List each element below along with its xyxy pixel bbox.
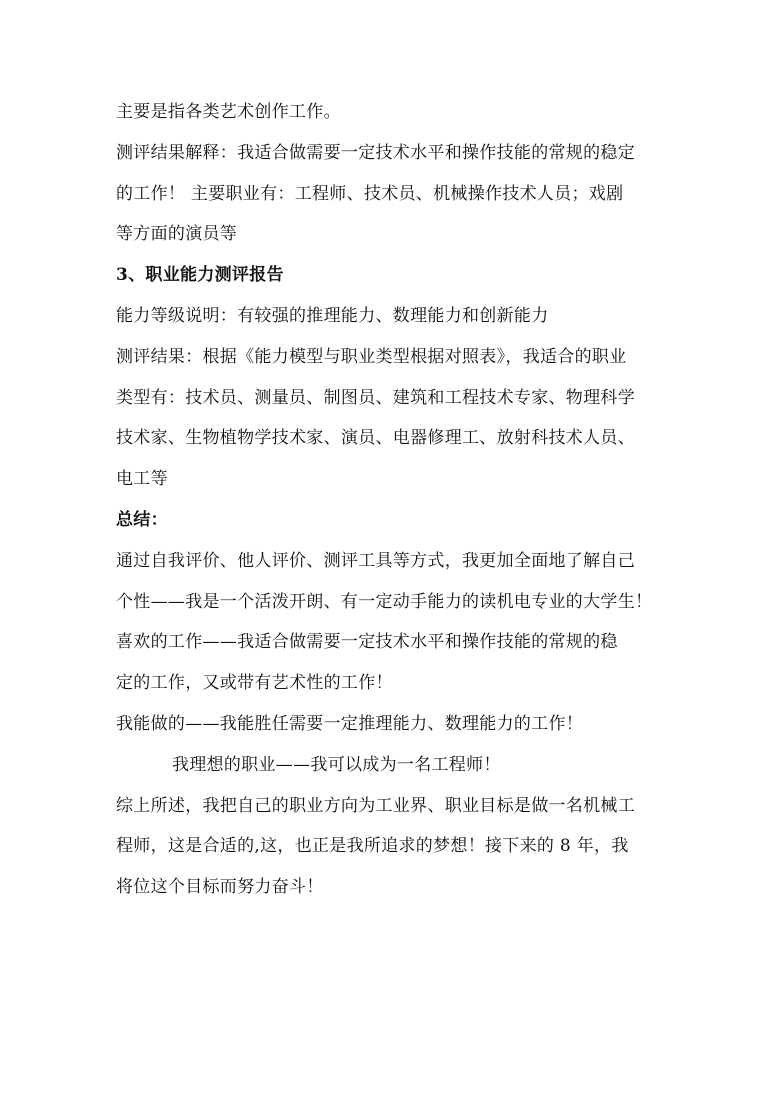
- text-line: 程师，这是合适的,这，也正是我所追求的梦想！接下来的 8 年，我: [116, 836, 629, 857]
- text-line: 电工等: [116, 469, 168, 490]
- text-line: 测评结果：根据《能力模型与职业类型根据对照表》，我适合的职业: [116, 346, 627, 367]
- text-line: 综上所述，我把自己的职业方向为工业界、职业目标是做一名机械工: [116, 795, 635, 816]
- text-line: 等方面的演员等: [116, 224, 238, 245]
- text-line: 个性——我是一个活泼开朗、有一定动手能力的读机电专业的大学生！: [116, 591, 653, 612]
- text-line: 能力等级说明：有较强的推理能力、数理能力和创新能力: [116, 305, 549, 326]
- text-line: 定的工作，又或带有艺术性的工作！: [116, 673, 393, 694]
- text-line: 类型有：技术员、测量员、制图员、建筑和工程技术专家、物理科学: [116, 387, 635, 408]
- text-line: 通过自我评价、他人评价、测评工具等方式，我更加全面地了解自己: [116, 550, 635, 571]
- text-line: 技术家、生物植物学技术家、演员、电器修理工、放射科技术人员、: [116, 428, 635, 449]
- document-page: [116, 92, 666, 908]
- text-line: 主要是指各类艺术创作工作。: [116, 102, 341, 122]
- text-line: 的工作！ 主要职业有：工程师、技术员、机械操作技术人员；戏剧: [116, 183, 624, 204]
- text-line: 测评结果解释：我适合做需要一定技术水平和操作技能的常规的稳定: [116, 142, 635, 163]
- summary-heading: 总结：: [116, 509, 168, 530]
- text-line-indented: 我理想的职业——我可以成为一名工程师！: [172, 754, 501, 775]
- text-line: 我能做的——我能胜任需要一定推理能力、数理能力的工作！: [116, 713, 584, 734]
- section-heading: 3、职业能力测评报告: [116, 265, 284, 286]
- text-line: 将位这个目标而努力奋斗！: [116, 877, 324, 898]
- text-line: 喜欢的工作——我适合做需要一定技术水平和操作技能的常规的稳: [116, 632, 618, 653]
